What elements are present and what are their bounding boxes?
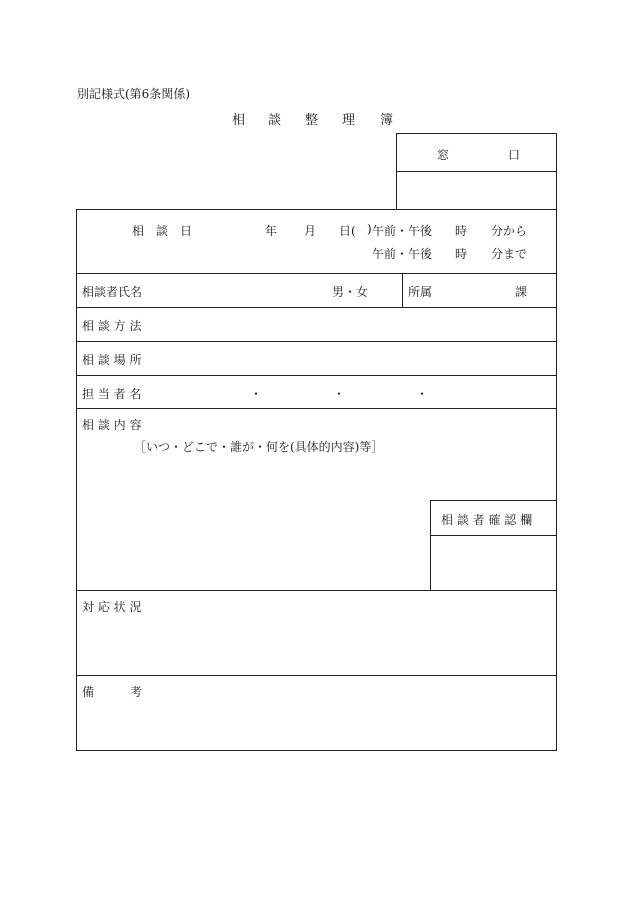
start-minute-label: 分から bbox=[491, 224, 528, 238]
end-minute-label: 分まで bbox=[491, 247, 528, 261]
title-char: 相 bbox=[232, 113, 246, 128]
consult-content-hint: ［いつ・どこで・誰が・何を(具体的内容)等］ bbox=[134, 440, 384, 454]
section-label: 課 bbox=[515, 285, 528, 299]
confirmation-header bbox=[431, 501, 556, 536]
title-char: 整 bbox=[305, 113, 319, 128]
title-char: 理 bbox=[342, 113, 356, 128]
confirmation-label: 相 談 者 確 認 欄 bbox=[441, 513, 533, 527]
end-hour-label: 時 bbox=[455, 247, 468, 261]
row-divider bbox=[76, 341, 556, 342]
main-form-table bbox=[76, 209, 557, 751]
staff-separator: ・ bbox=[250, 387, 263, 401]
page-title bbox=[232, 109, 397, 127]
remarks-label-right: 考 bbox=[130, 685, 143, 699]
gender-label: 男・女 bbox=[332, 285, 369, 299]
remarks-label-left: 備 bbox=[82, 685, 95, 699]
window-label-left: 窓 bbox=[437, 148, 450, 162]
staff-separator: ・ bbox=[416, 387, 429, 401]
row-divider bbox=[76, 675, 556, 676]
consult-content-label: 相 談 内 容 bbox=[82, 418, 142, 432]
window-label-right: 口 bbox=[508, 148, 521, 162]
day-label: 日( bbox=[339, 224, 356, 238]
title-char: 談 bbox=[268, 113, 282, 128]
weekday-close: ) bbox=[367, 222, 372, 236]
title-char: 簿 bbox=[380, 113, 394, 128]
window-box bbox=[396, 133, 557, 210]
start-ampm: 午前・午後 bbox=[372, 224, 433, 238]
row-divider bbox=[76, 375, 556, 376]
row-divider bbox=[76, 273, 556, 274]
row-divider bbox=[76, 307, 556, 308]
applicant-name-label: 相談者氏名 bbox=[82, 285, 143, 299]
form-reference: 別記様式(第6条関係) bbox=[77, 87, 190, 101]
consult-date-label: 相 談 日 bbox=[132, 224, 193, 238]
window-header bbox=[397, 134, 556, 172]
consult-place-label: 相 談 場 所 bbox=[82, 353, 142, 367]
confirmation-field[interactable] bbox=[431, 536, 556, 591]
month-label: 月 bbox=[304, 224, 317, 238]
start-hour-label: 時 bbox=[455, 224, 468, 238]
staff-name-label: 担 当 者 名 bbox=[82, 387, 142, 401]
affiliation-label: 所属 bbox=[408, 285, 433, 299]
consult-method-label: 相 談 方 法 bbox=[82, 319, 142, 333]
end-ampm: 午前・午後 bbox=[372, 247, 433, 261]
cell-divider bbox=[402, 273, 403, 307]
row-divider bbox=[76, 408, 556, 409]
staff-separator: ・ bbox=[333, 387, 346, 401]
confirmation-box bbox=[430, 500, 556, 591]
window-value-field[interactable] bbox=[397, 172, 556, 209]
response-status-label: 対 応 状 況 bbox=[82, 600, 142, 614]
year-label: 年 bbox=[265, 224, 278, 238]
